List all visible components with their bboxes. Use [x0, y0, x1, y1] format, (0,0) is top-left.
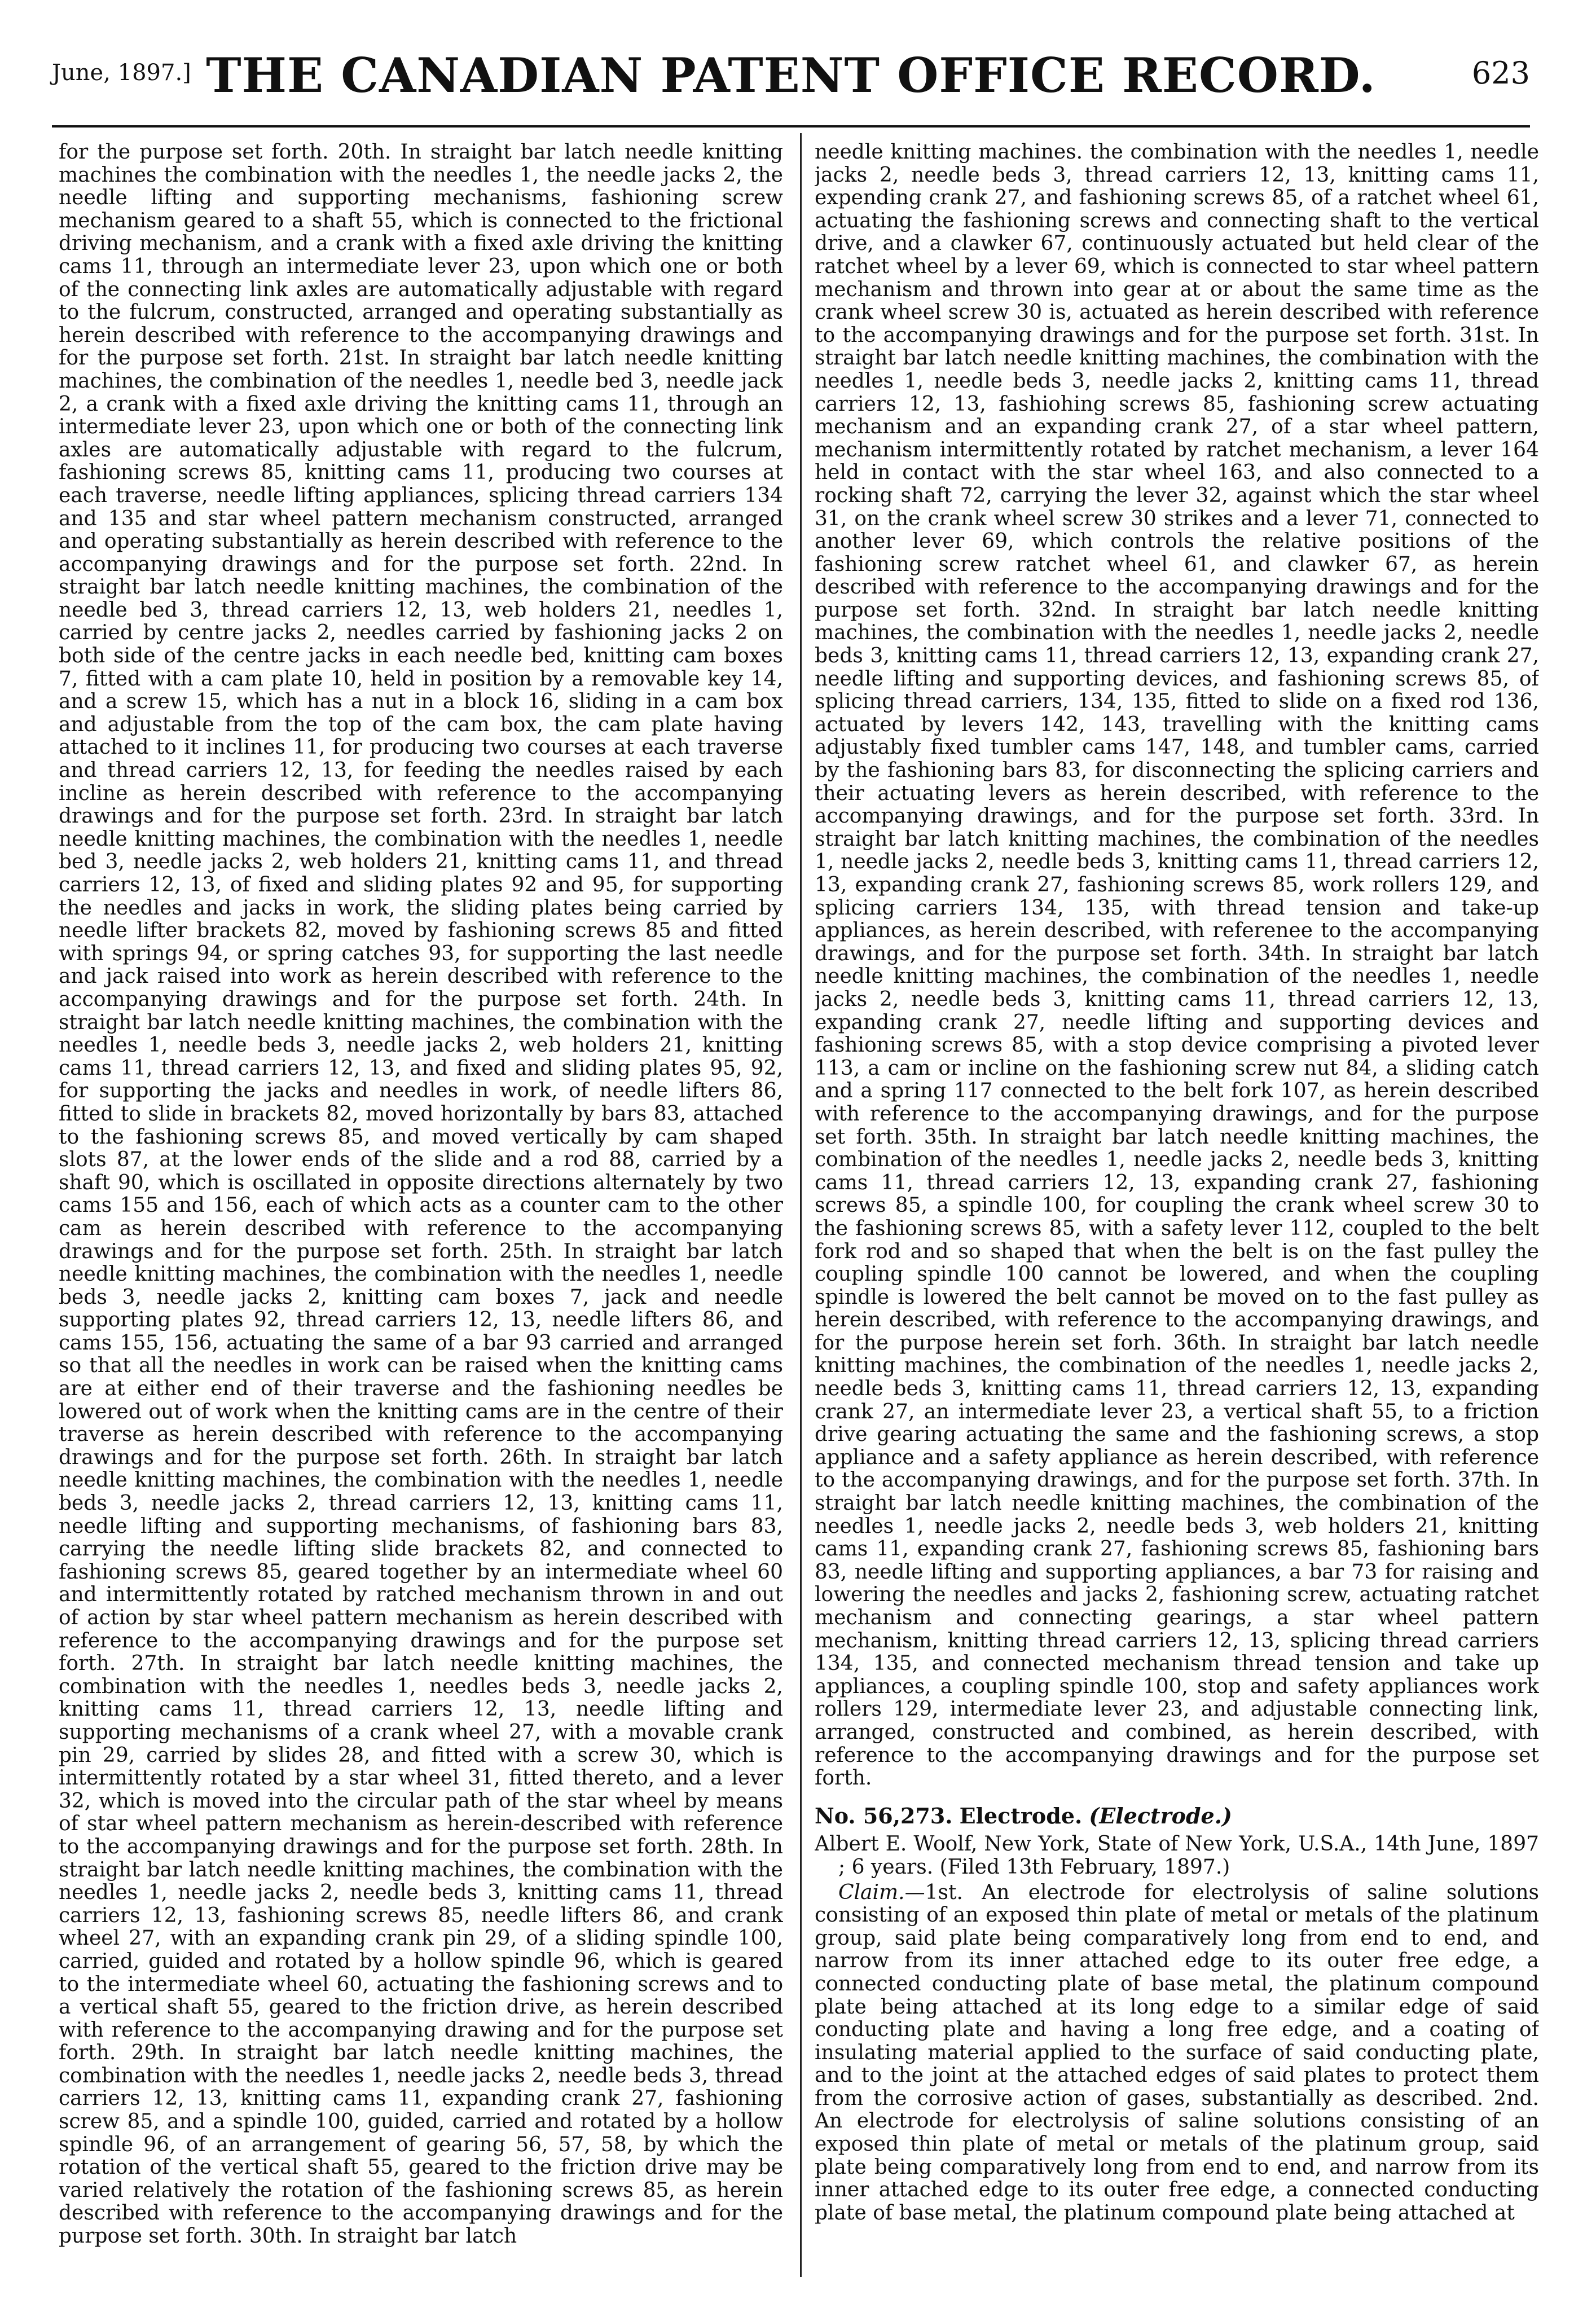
page-number: 623	[1471, 55, 1530, 91]
patent-entry-heading	[815, 1805, 1539, 1828]
patent-claim	[815, 1882, 1539, 2225]
patent-number: No. 56,273.	[815, 1803, 953, 1828]
page-header	[52, 47, 1530, 109]
right-column	[815, 141, 1539, 2291]
claim-text: —1st. An electrode for electrolysis of saline solutions consisting of an exposed thin plate of metal or metals of the platinum group, said plate being comparatively long from end to end, and narrow from its inner attached edge to its outer free edge, a connected conducting plate of base metal, the platinum compound plate being attached at its long edge to a similar edge of said conducting plate and having a long free edge, and a coating of insulating material applied to the surface of said conducting plate, and to the joint at the attached edges of said plates to protect them from the corrosive action of gases, substantially as described. 2nd. An electrode for electrolysis of saline solutions consisting of an exposed thin plate of metal or metals of the platinum group, said plate being comparatively long from end to end, and narrow from its inner attached edge to its outer free edge, a connected conducting plate of base metal, the platinum compound plate being attached at	[815, 1880, 1539, 2225]
claim-label: Claim.	[838, 1880, 905, 1904]
patent-alt-name: (Electrode.)	[1089, 1803, 1232, 1828]
column-divider	[800, 133, 802, 2277]
header-rule	[52, 125, 1530, 128]
left-column-text: for the purpose set forth. 20th. In straight bar latch needle knitting machines the combination with the needles 1, the needle jacks 2, the needle lifting and supporting mechanisms, fashioning screw mechanism geared to a shaft 55, which is connected to the frictional driving mechanism, and a crank with a fixed axle driving the knitting cams 11, through an intermediate lever 23, upon which one or both of the connecting link axles are automatically adjustable with regard to the fulcrum, constructed, arranged and operating substantially as herein described with reference to the accompanying drawings and for the purpose set forth. 21st. In straight bar latch needle knitting machines, the combination of the needles 1, needle bed 3, needle jack 2, a crank with a fixed axle driving the knitting cams 11, through an intermediate lever 23, upon which one or both of the connecting link axles are automatically adjustable with regard to the fulcrum, fashioning screws 85, knitting cams 11, producing two courses at each traverse, needle lifting appliances, splicing thread carriers 134 and 135 and star wheel pattern mechanism constructed, arranged and operating substantially as herein described with reference to the accompanying drawings and for the purpose set forth. 22nd. In straight bar latch needle knitting machines, the combination of the needle bed 3, thread carriers 12, 13, web holders 21, needles 1, carried by centre jacks 2, needles carried by fashioning jacks 2 on both side of the centre jacks in each needle bed, knitting cam boxes 7, fitted with a cam plate 10, held in position by a removable key 14, and a screw 15, which has a nut in a block 16, sliding in a cam box and adjustable from the top of the cam box, the cam plate having attached to it inclines 11, for producing two courses at each traverse and thread carriers 12, 13, for feeding the needles raised by each incline as herein described with reference to the accompanying drawings and for the purpose set forth. 23rd. In straight bar latch needle knitting machines, the combination with the needles 1, needle bed 3, needle jacks 2, web holders 21, knitting cams 11, and thread carriers 12, 13, of fixed and sliding plates 92 and 95, for supporting the needles and jacks in work, the sliding plates being carried by needle lifter brackets 82, moved by fashioning screws 85 and fitted with springs 94, or spring catches 93, for supporting the last needle and jack raised into work as herein described with reference to the accompanying drawings and for the purpose set forth. 24th. In straight bar latch needle knitting machines, the combination with the needles 1, needle beds 3, needle jacks 2, web holders 21, knitting cams 11, thread carriers 12, 13, and fixed and sliding plates 95, 92, for supporting the jacks and needles in work, of needle lifters 86, fitted to slide in brackets 82, moved horizontally by bars 83, attached to the fashioning screws 85, and moved vertically by cam shaped slots 87, at the lower ends of the slide and a rod 88, carried by a shaft 90, which is oscillated in opposite directions alternately by two cams 155 and 156, each of which acts as a counter cam to the other cam as herein described with reference to the accompanying drawings and for the purpose set forth. 25th. In straight bar latch needle knitting machines, the combination with the needles 1, needle beds 3, needle jacks 2, knitting cam boxes 7, jack and needle supporting plates 92, thread carriers 12, 13, needle lifters 86, and cams 155, 156, actuating the same of a bar 93 carried and arranged so that all the needles in work can be raised when the knitting cams are at either end of their traverse and the fashioning needles be lowered out of work when the knitting cams are in the centre of their traverse as herein described with reference to the accompanying drawings and for the purpose set forth. 26th. In straight bar latch needle knitting machines, the combination with the needles 1, needle beds 3, needle jacks 2, thread carriers 12, 13, knitting cams 11, needle lifting and supporting mechanisms, of fashioning bars 83, carrying the needle lifting slide brackets 82, and connected to fashioning screws 85, geared together by an intermediate wheel 60 and intermittently rotated by ratched mechanism thrown in and out of action by star wheel pattern mechanism as herein described with reference to the accompanying drawings and for the purpose set forth. 27th. In straight bar latch needle knitting machines, the combination with the needles 1, needles beds 3, needle jacks 2, knitting cams 11, thread carriers 12, 13, needle lifting and supporting mechanisms of a crank wheel 27, with a movable crank pin 29, carried by slides 28, and fitted with a screw 30, which is intermittently rotated by a star wheel 31, fitted thereto, and a lever 32, which is moved into the circular path of the star wheel by means of star wheel pattern mechanism as herein-described with reference to the accompanying drawings and for the purpose set forth. 28th. In straight bar latch needle knitting machines, the combination with the needles 1, needle jacks 2, needle beds 3, knitting cams 11, thread carriers 12, 13, fashioning screws 85, needle lifters 86, and crank wheel 27, with an expanding crank pin 29, of a sliding spindle 100, carried, guided and rotated by a hollow spindle 96, which is geared to the intermediate wheel 60, actuating the fashioning screws and to a vertical shaft 55, geared to the friction drive, as herein described with reference to the accompanying drawing and for the purpose set forth. 29th. In straight bar latch needle knitting machines, the combination with the needles 1, needle jacks 2, needle beds 3, thread carriers 12, 13, knitting cams 11, expanding crank 27, fashioning screw 85, and a spindle 100, guided, carried and rotated by a hollow spindle 96, of an arrangement of gearing 56, 57, 58, by which the rotation of the vertical shaft 55, geared to the friction drive may be varied relatively the rotation of the fashioning screws 85, as herein described with reference to the accompanying drawings and for the purpose set forth. 30th. In straight bar latch	[59, 141, 783, 2248]
right-column-text: needle knitting machines. the combination with the needles 1, needle jacks 2, needle beds 3, thread carriers 12, 13, knitting cams 11, expending crank 27, and fashioning screws 85, of a ratchet wheel 61, actuating the fashioning screws and connecting shaft to the vertical drive, and a clawker 67, continuously actuated but held clear of the ratchet wheel by a lever 69, which is connected to star wheel pattern mechanism and thrown into gear at or about the same time as the crank wheel screw 30 is, actuated as herein described with reference to the accompanying drawings and for the purpose set forth. 31st. In straight bar latch needle knitting machines, the combination with the needles 1, needle beds 3, needle jacks 2, knitting cams 11, thread carriers 12, 13, fashiohing screws 85, fashioning screw actuating mechanism and an expanding crank 27, of a star wheel pattern, mechanism intermittently rotated by ratchet mechanism, a lever 164 held in contact with the star wheel 163, and also connected to a rocking shaft 72, carrying the lever 32, against which the star wheel 31, on the crank wheel screw 30 strikes and a lever 71, connected to another lever 69, which controls the relative positions of the fashioning screw ratchet wheel 61, and clawker 67, as herein described with reference to the accompanying drawings and for the purpose set forth. 32nd. In straight bar latch needle knitting machines, the combination with the needles 1, needle jacks 2, needle beds 3, knitting cams 11, thread carriers 12, 13, expanding crank 27, needle lifting and supporting devices, and fashioning screws 85, of splicing thread carriers, 134, 135, fitted to slide on a fixed rod 136, actuated by levers 142, 143, travelling with the knitting cams adjustably fixed tumbler cams 147, 148, and tumbler cams, carried by the fashioning bars 83, for disconnecting the splicing carriers and their actuating levers as herein described, with reference to the accompanying drawings, and for the purpose set forth. 33rd. In straight bar latch knitting machines, the combination of the needles 1, needle jacks 2, needle beds 3, knitting cams 11, thread carriers 12, 13, expanding crank 27, fashioning screws 85, work rollers 129, and splicing carriers 134, 135, with thread tension and take-up appliances, as herein described, with referenee to the accompanying drawings, and for the purpose set forth. 34th. In straight bar latch needle knitting machines, the combination of the needles 1, needle jacks 2, needle beds 3, knitting cams 11, thread carriers 12, 13, expanding crank 27, needle lifting and supporting devices and fashioning screws 85, with a stop device comprising a pivoted lever 113, a cam or incline on the fashioning screw nut 84, a sliding catch and a spring 117 connected to the belt fork 107, as herein described with reference to the accompanying drawings, and for the purpose set forth. 35th. In straight bar latch needle knitting machines, the combination of the needles 1, needle jacks 2, needle beds 3, knitting cams 11, thread carriers 12, 13, expanding crank 27, fashioning screws 85, a spindle 100, for coupling the crank wheel screw 30 to the fashioning screws 85, with a safety lever 112, coupled to the belt fork rod and so shaped that when the belt is on the fast pulley the coupling spindle 100 cannot be lowered, and when the coupling spindle is lowered the belt cannot be moved on to the fast pulley as herein described, with reference to the accompanying drawings, and for the purpose herein set forh. 36th. In straight bar latch needle knitting machines, the combination of the needles 1, needle jacks 2, needle beds 3, knitting cams 11, thread carriers 12, 13, expanding crank 27, an intermediate lever 23, a vertical shaft 55, to a friction drive gearing actuating the same and the fashioning screws, a stop appliance and a safety appliance as herein described, with reference to the accompanying drawings, and for the purpose set forth. 37th. In straight bar latch needle knitting machines, the combination of the needles 1, needle jacks 2, needle beds 3, web holders 21, knitting cams 11, expanding crank 27, fashioning screws 85, fashioning bars 83, needle lifting and supporting appliances, a bar 73 for raising and lowering the needles and jacks 2, fashioning screw, actuating ratchet mechanism and connecting gearings, a star wheel pattern mechanism, knitting thread carriers 12, 13, splicing thread carriers 134, 135, and connected mechanism thread tension and take up appliances, a coupling spindle 100, stop and safety appliances work rollers 129, intermediate lever 23, and adjustable connecting link, arranged, constructed and combined, as herein described, with reference to the accompanying drawings and for the purpose set forth.	[815, 141, 1539, 1790]
patent-name: Electrode.	[959, 1803, 1083, 1828]
left-column	[59, 141, 783, 2291]
header-date: June, 1897.]	[52, 60, 191, 86]
patent-inventor: Albert E. Woolf, New York, State of New York, U.S.A., 14th June, 1897 ; 6 years. (Filed 13th February, 1897.)	[815, 1832, 1539, 1879]
journal-title: THE CANADIAN PATENT OFFICE RECORD.	[206, 47, 1376, 103]
